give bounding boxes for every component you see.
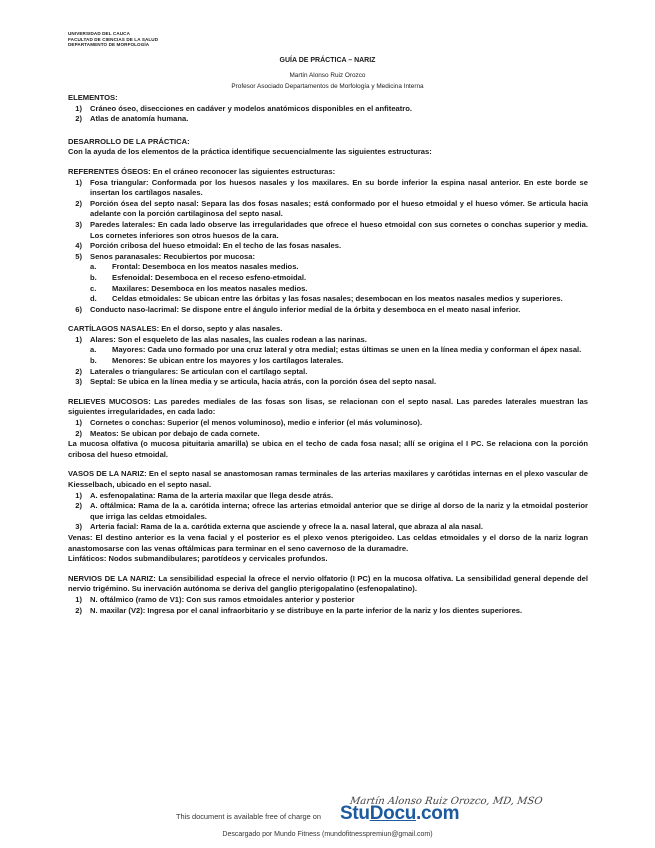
list-item: a. Frontal: Desemboca en los meatos nasales medios. xyxy=(90,262,299,272)
list-item: 1) A. esfenopalatina: Rama de la arteria maxilar que llega desde atrás. xyxy=(75,490,334,500)
list-item: 1) Alares: Son el esqueleto de las alas nasales, las cuales rodean a las narinas. a. Mayores: Cada uno formado por una cruz lateral y otra medial; estas últimas se unen en la línea media y conforman el ápex nasal. b. Menores: Se ubican entre los mayores y los cartílagos laterales. xyxy=(68,335,588,367)
section-heading: DESARROLLO DE LA PRÁCTICA: xyxy=(68,136,190,146)
cartilagos-list xyxy=(68,335,588,388)
section-text: La mucosa olfativa (o mucosa pituitaria amarilla) se ubica en el techo de cada fosa nasal; allí se origina el I PC. Se relaciona con la porción cribosa del hueso etmoidal. xyxy=(68,439,588,459)
section-elementos xyxy=(68,93,588,125)
institution-line: DEPARTAMENTO DE MORFOLOGÍA xyxy=(68,42,150,48)
document-title: GUÍA DE PRÁCTICA – NARIZ xyxy=(279,57,376,64)
list-item: b. Esfenoidal: Desemboca en el receso esfeno-etmoidal. xyxy=(90,272,307,282)
section-referentes-oseos xyxy=(68,167,588,315)
download-note: Descargado por Mundo Fitness (mundofitnesspremiun@gmail.com) xyxy=(222,831,433,838)
list-item: a. Mayores: Cada uno formado por una cruz lateral y otra medial; estas últimas se unen en la línea media y conforman el ápex nasal. xyxy=(90,345,582,355)
studocu-logo[interactable] xyxy=(340,803,459,825)
oseos-list xyxy=(68,178,588,316)
list-item: d. Celdas etmoidales: Se ubican entre las órbitas y las fosas nasales; desembocan en los meatos nasales medios y superiores. xyxy=(90,294,563,304)
brand-part: .com xyxy=(416,803,460,824)
brand-part: Stu xyxy=(340,803,370,824)
section-text: Linfáticos: Nodos submandibulares; parotídeos y cervicales profundos. xyxy=(68,554,328,564)
author-role: Profesor Asociado Departamentos de Morfología y Medicina Interna xyxy=(231,83,424,90)
list-item: 3) Septal: Se ubica en la línea media y se articula, hacia atrás, con la porción ósea del septo nasal. xyxy=(75,377,437,387)
list-item: 1) N. oftálmico (ramo de V1): Con sus ramos etmoidales anterior y posterior xyxy=(75,594,355,604)
elementos-list xyxy=(68,104,588,125)
section-text: Con la ayuda de los elementos de la práctica identifique secuencialmente las siguientes estructuras: xyxy=(68,147,432,157)
section-heading: ELEMENTOS: xyxy=(68,93,118,102)
brand-part: Docu xyxy=(369,803,417,824)
list-item: 2) Laterales o triangulares: Se articulan con el cartílago septal. xyxy=(75,366,308,376)
section-heading: CARTÍLAGOS NASALES: En el dorso, septo y alas nasales. xyxy=(68,324,283,334)
section-text: RELIEVES MUCOSOS: Las paredes mediales de las fosas son lisas, se relacionan con el septo nasal. Las paredes laterales muestran las siguientes irregularidades, en cada lado: xyxy=(68,396,588,417)
nervios-list xyxy=(68,595,588,616)
author-name: Martín Alonso Ruiz Orozco xyxy=(289,72,366,79)
list-item: 3) Paredes laterales: En cada lado observe las irregularidades que ofrece el hueso etmoidal con sus cornetes o conchas superior y media. Los cornetes inferiores son otros huesos de la cara. xyxy=(75,219,588,240)
document-body xyxy=(68,93,588,616)
list-item: 2) Porción ósea del septo nasal: Separa las dos fosas nasales; está conformado por el hueso etmoidal y el hueso vómer. Se articula hacia adelante con la porción cartilaginosa del septo nasal. xyxy=(75,198,588,219)
section-text: Venas: El destino anterior es la vena facial y el posterior es el plexo venos pterigoideo. Las celdas etmoidales y el dorso de la nariz logran anastomosarse con las venas oftálmicas para terminar en el seno cavernoso de la duramadre. xyxy=(68,532,588,553)
section-heading: REFERENTES ÓSEOS: En el cráneo reconocer las siguientes estructuras: xyxy=(68,166,336,176)
list-item: 2) N. maxilar (V2): Ingresa por el canal infraorbitario y se distribuye en la parte inferior de la nariz y los dientes superiores. xyxy=(75,605,523,615)
list-item: 2) A. oftálmica: Rama de la a. carótida interna; ofrece las arterias etmoidal anterior que se dirige al dorso de la nariz y la etmoidal posterior que irriga las celdas etmoidales. xyxy=(75,501,588,521)
list-item: c. Maxilares: Desemboca en los meatos nasales medios. xyxy=(90,283,308,293)
section-cartilagos xyxy=(68,324,588,388)
list-item: 1) Cornetes o conchas: Superior (el menos voluminoso), medio e inferior (el más voluminoso). xyxy=(75,418,423,428)
section-text: VASOS DE LA NARIZ: En el septo nasal se anastomosan ramas terminales de las arterias maxilares y carótidas internas en el plexo vascular de Kiesselbach, ubicado en el septo nasal. xyxy=(68,469,588,489)
relieves-list xyxy=(68,418,588,439)
availability-note: This document is available free of charge on xyxy=(176,812,322,821)
list-item: 5) Senos paranasales: Recubiertos por mucosa: a. Frontal: Desemboca en los meatos nasales medios. b. Esfenoidal: Desemboca en el receso esfeno-etmoidal. c. Maxilares: Desemboca en los meatos nasales medios. d. Celdas etmoidales: Se ubican entre las órbitas y las fosas nasales; desembocan en los meatos nasales medios y superiores. xyxy=(68,252,588,305)
section-desarrollo xyxy=(68,137,588,158)
list-item: 4) Porción cribosa del hueso etmoidal: En el techo de las fosas nasales. xyxy=(75,241,342,251)
list-item: 1) Fosa triangular: Conformada por los huesos nasales y los maxilares. En su borde inferior la espina nasal anterior. En este borde se insertan los cartílagos nasales. xyxy=(75,177,588,198)
list-item: 2) Atlas de anatomía humana. xyxy=(75,114,189,124)
alares-sublist xyxy=(90,345,588,366)
list-item: 1) Cráneo óseo, disecciones en cadáver y modelos anatómicos disponibles en el anfiteatro. xyxy=(75,103,412,113)
list-item: 2) Meatos: Se ubican por debajo de cada cornete. xyxy=(75,428,260,438)
vasos-list xyxy=(68,491,588,533)
list-item: b. Menores: Se ubican entre los mayores y los cartílagos laterales. xyxy=(90,356,344,366)
section-relieves xyxy=(68,397,588,461)
senos-sublist xyxy=(90,262,588,304)
institution-line: FACULTAD DE CIENCIAS DE LA SALUD xyxy=(68,36,159,42)
section-text: NERVIOS DE LA NARIZ: La sensibilidad especial la ofrece el nervio olfatorio (I PC) en la mucosa olfativa. La sensibilidad general depende del nervio trigémino. Su inervación autónoma se deriva del ganglio pterigopalatino (esfenopalatino). xyxy=(68,573,588,594)
institution-line: UNIVERSIDAD DEL CAUCA xyxy=(68,31,130,36)
author-signature: Martín Alonso Ruiz Orozco, MD, MSO xyxy=(349,796,544,807)
section-nervios xyxy=(68,574,588,616)
institution-header xyxy=(68,31,158,48)
list-item: 6) Conducto naso-lacrimal: Se dispone entre el ángulo inferior medial de la órbita y desemboca en el meato nasal inferior. xyxy=(75,304,521,314)
section-vasos xyxy=(68,469,588,564)
list-item: 3) Arteria facial: Rama de la a. carótida externa que asciende y ofrece la a. nasal lateral, que abraza al ala nasal. xyxy=(75,522,483,532)
